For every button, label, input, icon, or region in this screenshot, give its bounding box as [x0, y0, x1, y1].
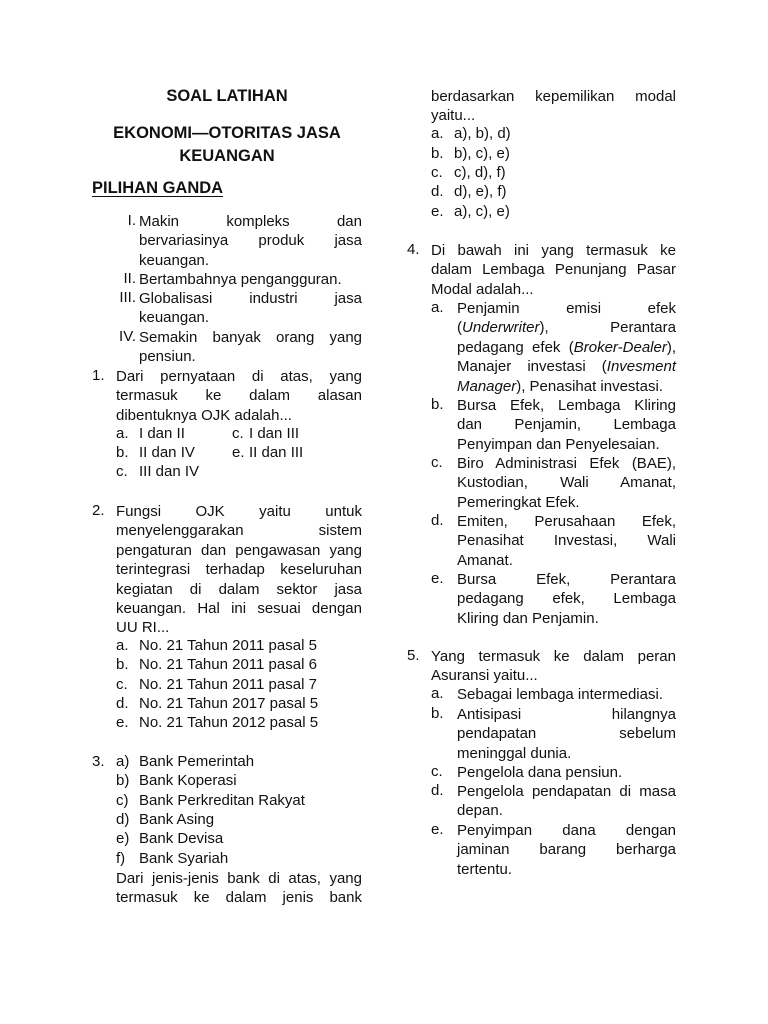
bank-label: b) [116, 772, 130, 789]
option-text: No. 21 Tahun 2011 pasal 6 [139, 656, 317, 673]
option-text: Emiten, Perusahaan Efek, Penasihat Investasi, Wali Amanat. [457, 513, 676, 569]
bank-text: Bank Asing [139, 811, 215, 828]
option-text: II dan III [249, 444, 304, 461]
option-text: II dan IV [139, 444, 195, 461]
statement-number: II. [123, 270, 136, 287]
option-text: I dan II [139, 425, 185, 442]
option-label: a. [116, 425, 129, 442]
option-label: e. [431, 203, 444, 220]
bank-text: Bank Devisa [139, 830, 224, 847]
bank-text: Bank Syariah [139, 850, 229, 867]
option-text: c), d), f) [454, 164, 506, 181]
option-text: I dan III [249, 425, 300, 442]
option-label: a. [431, 125, 444, 142]
page-subtitle-line2: KEUANGAN [179, 147, 275, 165]
page-subtitle-line1: EKONOMI—OTORITAS JASA [113, 124, 341, 142]
statement-text: Semakin banyak orang yang pensiun. [139, 329, 362, 366]
option-text: III dan IV [139, 463, 200, 480]
question-number: 5. [407, 647, 420, 664]
statement-number: IV. [119, 328, 136, 345]
option-label: d. [116, 695, 129, 712]
section-heading: PILIHAN GANDA [92, 179, 224, 197]
option-text: No. 21 Tahun 2011 pasal 5 [139, 637, 317, 654]
option-text: Sebagai lembaga intermediasi. [457, 686, 663, 703]
option-text: No. 21 Tahun 2012 pasal 5 [139, 714, 319, 731]
question-stem: Dari pernyataan di atas, yang termasuk ke dalam alasan dibentuknya OJK adalah... [116, 368, 362, 424]
option-label: b. [431, 396, 444, 413]
option-label: c. [116, 463, 128, 480]
option-label: a. [431, 685, 444, 702]
statement-text: Globalisasi industri jasa keuangan. [139, 290, 362, 327]
option-text: d), e), f) [454, 183, 507, 200]
option-label: b. [116, 656, 129, 673]
bank-label: c) [116, 792, 129, 809]
statement-number: I. [127, 212, 136, 229]
statement-text: Bertambahnya pengangguran. [139, 271, 342, 288]
option-label: a. [116, 637, 129, 654]
option-text: Penjamin emisi efek (Underwriter), Perantara pedagang efek (Broker-Dealer), Manajer investasi (Invesment Manager), Penasihat investasi. [457, 300, 676, 395]
option-label: c. [116, 676, 128, 693]
option-label: d. [431, 512, 444, 529]
option-label: e. [232, 444, 245, 461]
question-number: 1. [92, 367, 105, 384]
bank-label: e) [116, 830, 130, 847]
bank-text: Bank Koperasi [139, 772, 237, 789]
question-number: 2. [92, 502, 105, 519]
option-text: Bursa Efek, Lembaga Kliring dan Penjamin, Lembaga Penyimpan dan Penyelesaian. [457, 397, 676, 453]
option-text: Pengelola dana pensiun. [457, 764, 623, 781]
option-text: Biro Administrasi Efek (BAE), Kustodian, Wali Amanat, Pemeringkat Efek. [457, 455, 676, 511]
statement-text: Makin kompleks dan bervariasinya produk jasa keuangan. [139, 213, 362, 269]
option-label: e. [116, 714, 129, 731]
option-label: e. [431, 821, 444, 838]
option-label: d. [431, 183, 444, 200]
option-label: b. [431, 145, 444, 162]
option-text: a), b), d) [454, 125, 511, 142]
option-label: d. [431, 782, 444, 799]
option-text: Pengelola pendapatan di masa depan. [457, 783, 676, 820]
question-stem: Fungsi OJK yaitu untuk menyelenggarakan sistem pengaturan dan pengawasan yang terintegrasi terhadap keseluruhan kegiatan di dalam sektor jasa keuangan. Hal ini sesuai dengan UU RI... [116, 503, 362, 637]
question-stem: berdasarkan kepemilikan modal yaitu... [431, 88, 676, 125]
option-text: Antisipasi hilangnya pendapatan sebelum meninggal dunia. [457, 706, 676, 762]
option-label: b. [116, 444, 129, 461]
option-label: c. [431, 164, 443, 181]
bank-label: a) [116, 753, 130, 770]
option-label: c. [431, 763, 443, 780]
option-text: No. 21 Tahun 2011 pasal 7 [139, 676, 317, 693]
option-label: a. [431, 299, 444, 316]
option-text: a), c), e) [454, 203, 510, 220]
bank-label: f) [116, 850, 126, 867]
question-stem: Yang termasuk ke dalam peran Asuransi yaitu... [431, 648, 676, 685]
bank-text: Bank Perkreditan Rakyat [139, 792, 305, 809]
option-text: b), c), e) [454, 145, 510, 162]
option-text: Bursa Efek, Perantara pedagang efek, Lembaga Kliring dan Penjamin. [457, 571, 676, 627]
bank-label: d) [116, 811, 130, 828]
option-text: Penyimpan dana dengan jaminan barang berharga tertentu. [457, 822, 676, 878]
statement-number: III. [119, 289, 136, 306]
question-number: 3. [92, 753, 105, 770]
question-stem: Di bawah ini yang termasuk ke dalam Lembaga Penunjang Pasar Modal adalah... [431, 242, 676, 298]
question-number: 4. [407, 241, 420, 258]
option-label: c. [431, 454, 443, 471]
bank-text: Bank Pemerintah [139, 753, 255, 770]
option-text: No. 21 Tahun 2017 pasal 5 [139, 695, 319, 712]
question-stem: Dari jenis-jenis bank di atas, yang termasuk ke dalam jenis bank [116, 870, 362, 907]
option-label: e. [431, 570, 444, 587]
option-label: c. [232, 425, 244, 442]
page-title: SOAL LATIHAN [166, 87, 288, 105]
option-label: b. [431, 705, 444, 722]
